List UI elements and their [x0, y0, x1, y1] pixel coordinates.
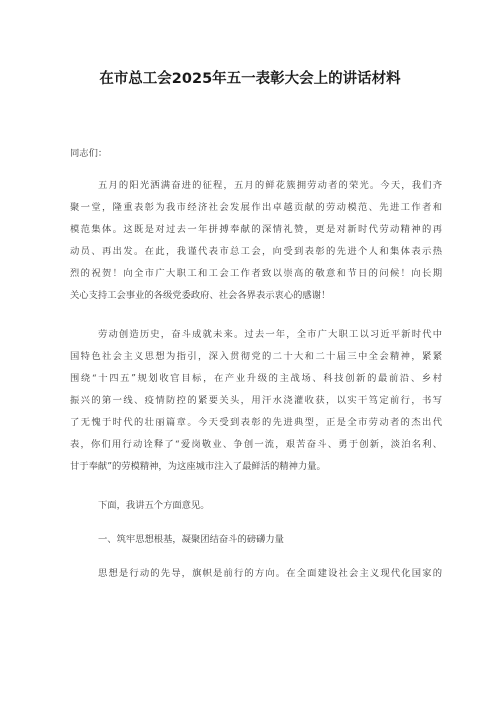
text-line: 劳动创造历史，奋斗成就未来。过去一年，全市广大职工以习近平新时代中: [98, 329, 442, 340]
text-line: 国特色社会主义思想为指引，深入贯彻党的二十大和二十届三中全会精神，紧紧: [70, 351, 442, 362]
paragraph-gap: [70, 551, 442, 563]
text-line: 甘于奉献”的劳模精神，为这座城市注入了最鲜活的精神力量。: [70, 461, 326, 472]
text-line: 一、筑牢思想根基，凝聚团结奋斗的磅礴力量: [98, 534, 284, 545]
paragraph-lines: [70, 175, 442, 585]
paragraph-gap: [70, 478, 442, 495]
text-line: 模范集体。这既是对过去一年拼搏奉献的深情礼赞，更是对新时代劳动精神的再: [70, 224, 442, 235]
text-line: 表，你们用行动诠释了“爱岗敬业、争创一流，艰苦奋斗、勇于创新，淡泊名利、: [70, 439, 442, 450]
text-line: 聚一堂，隆重表彰为我市经济社会发展作出卓越贡献的劳动模范、先进工作者和: [70, 202, 442, 213]
text-line: 振兴的第一线、疫情防控的紧要关头，用汗水浇灌收获，以实干笃定前行，书写: [70, 395, 442, 406]
text-line: 围绕“十四五”规划收官目标，在产业升级的主战场、科技创新的最前沿、乡村: [70, 373, 442, 384]
document-title: 在市总工会2025年五一表彰大会上的讲话材料: [99, 71, 401, 87]
document-body: [70, 143, 442, 585]
paragraph-gap: [70, 307, 442, 324]
text-line: 关心支持工会事业的各级党委政府、社会各界表示衷心的感谢！: [70, 290, 331, 301]
text-line: 烈的祝贺！向全市广大职工和工会工作者致以崇高的敬意和节日的问候！向长期: [70, 268, 442, 279]
paragraph-gap: [70, 517, 442, 529]
salutation: 同志们：: [70, 148, 108, 159]
text-line: 动员、再出发。在此，我谨代表市总工会，向受到表彰的先进个人和集体表示热: [70, 246, 442, 257]
text-line: 下面，我讲五个方面意见。: [98, 500, 210, 511]
text-line: 五月的阳光洒满奋进的征程，五月的鲜花簇拥劳动者的荣光。今天，我们齐: [98, 180, 442, 191]
text-line: 思想是行动的先导，旗帜是前行的方向。在全面建设社会主义现代化国家的: [98, 568, 442, 579]
text-line: 了无愧于时代的壮丽篇章。今天受到表彰的先进典型，正是全市劳动者的杰出代: [70, 417, 442, 428]
